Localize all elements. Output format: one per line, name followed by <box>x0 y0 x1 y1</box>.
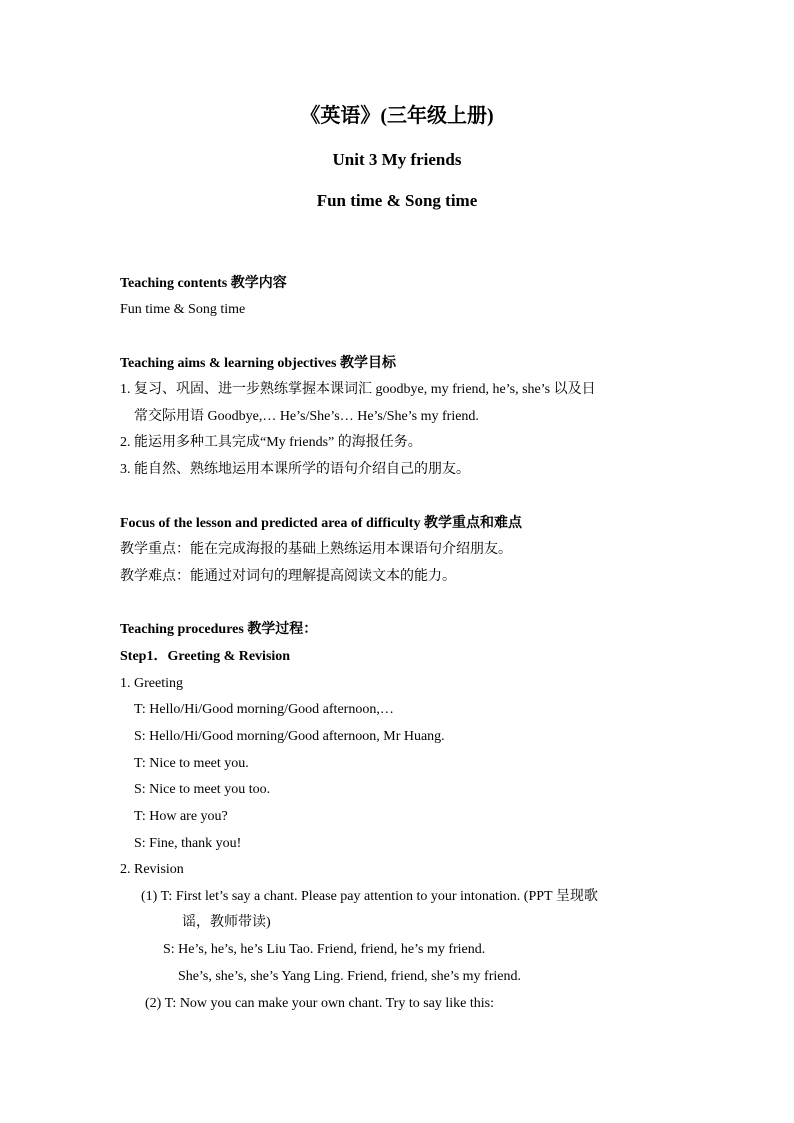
revision-step-1-note: 谣，教师带读) <box>182 915 271 930</box>
dialogue-line: T: How are you? <box>134 809 228 824</box>
document-title: 《英语》(三年级上册) <box>300 105 494 127</box>
chant-line-1: S: He’s, he’s, he’s Liu Tao. Friend, friend, he’s my friend. <box>163 942 486 957</box>
aims-heading: Teaching aims & learning objectives 教学目标 <box>120 356 396 371</box>
aim-item-3: 3. 能自然、熟练地运用本课所学的语句介绍自己的朋友。 <box>120 462 470 477</box>
revision-step-2: (2) T: Now you can make your own chant. Try to say like this: <box>145 996 495 1011</box>
contents-body: Fun time & Song time <box>120 302 246 317</box>
dialogue-line: T: Hello/Hi/Good morning/Good afternoon,… <box>134 702 394 717</box>
revision-label: 2. Revision <box>120 862 184 877</box>
dialogue-line: S: Nice to meet you too. <box>134 782 271 797</box>
unit-title: Unit 3 My friends <box>332 150 462 169</box>
aim-item-1: 1. 复习、巩固、进一步熟练掌握本课词汇 goodbye, my friend, he’s, she’s 以及日 <box>120 382 596 397</box>
focus-difficulty: 教学难点：能通过对词句的理解提高阅读文本的能力。 <box>120 569 456 584</box>
aim-item-2: 2. 能运用多种工具完成“My friends” 的海报任务。 <box>120 435 422 450</box>
greeting-label: 1. Greeting <box>120 676 183 691</box>
aim-item-1-continued: 常交际用语 Goodbye,… He’s/She’s… He’s/She’s my friend. <box>134 409 479 424</box>
contents-heading: Teaching contents 教学内容 <box>120 276 287 291</box>
dialogue-line: S: Fine, thank you! <box>134 836 242 851</box>
lesson-title: Fun time & Song time <box>316 191 478 210</box>
procedures-heading: Teaching procedures 教学过程： <box>120 622 318 637</box>
focus-heading: Focus of the lesson and predicted area of difficulty 教学重点和难点 <box>120 516 522 531</box>
dialogue-line: S: Hello/Hi/Good morning/Good afternoon, Mr Huang. <box>134 729 445 744</box>
chant-line-2: She’s, she’s, she’s Yang Ling. Friend, friend, she’s my friend. <box>178 969 521 984</box>
dialogue-line: T: Nice to meet you. <box>134 756 249 771</box>
revision-step-1: (1) T: First let’s say a chant. Please pay attention to your intonation. (PPT 呈现歌 <box>141 889 598 904</box>
step1-heading: Step1．Greeting & Revision <box>120 649 291 664</box>
focus-key-point: 教学重点：能在完成海报的基础上熟练运用本课语句介绍朋友。 <box>120 542 512 557</box>
